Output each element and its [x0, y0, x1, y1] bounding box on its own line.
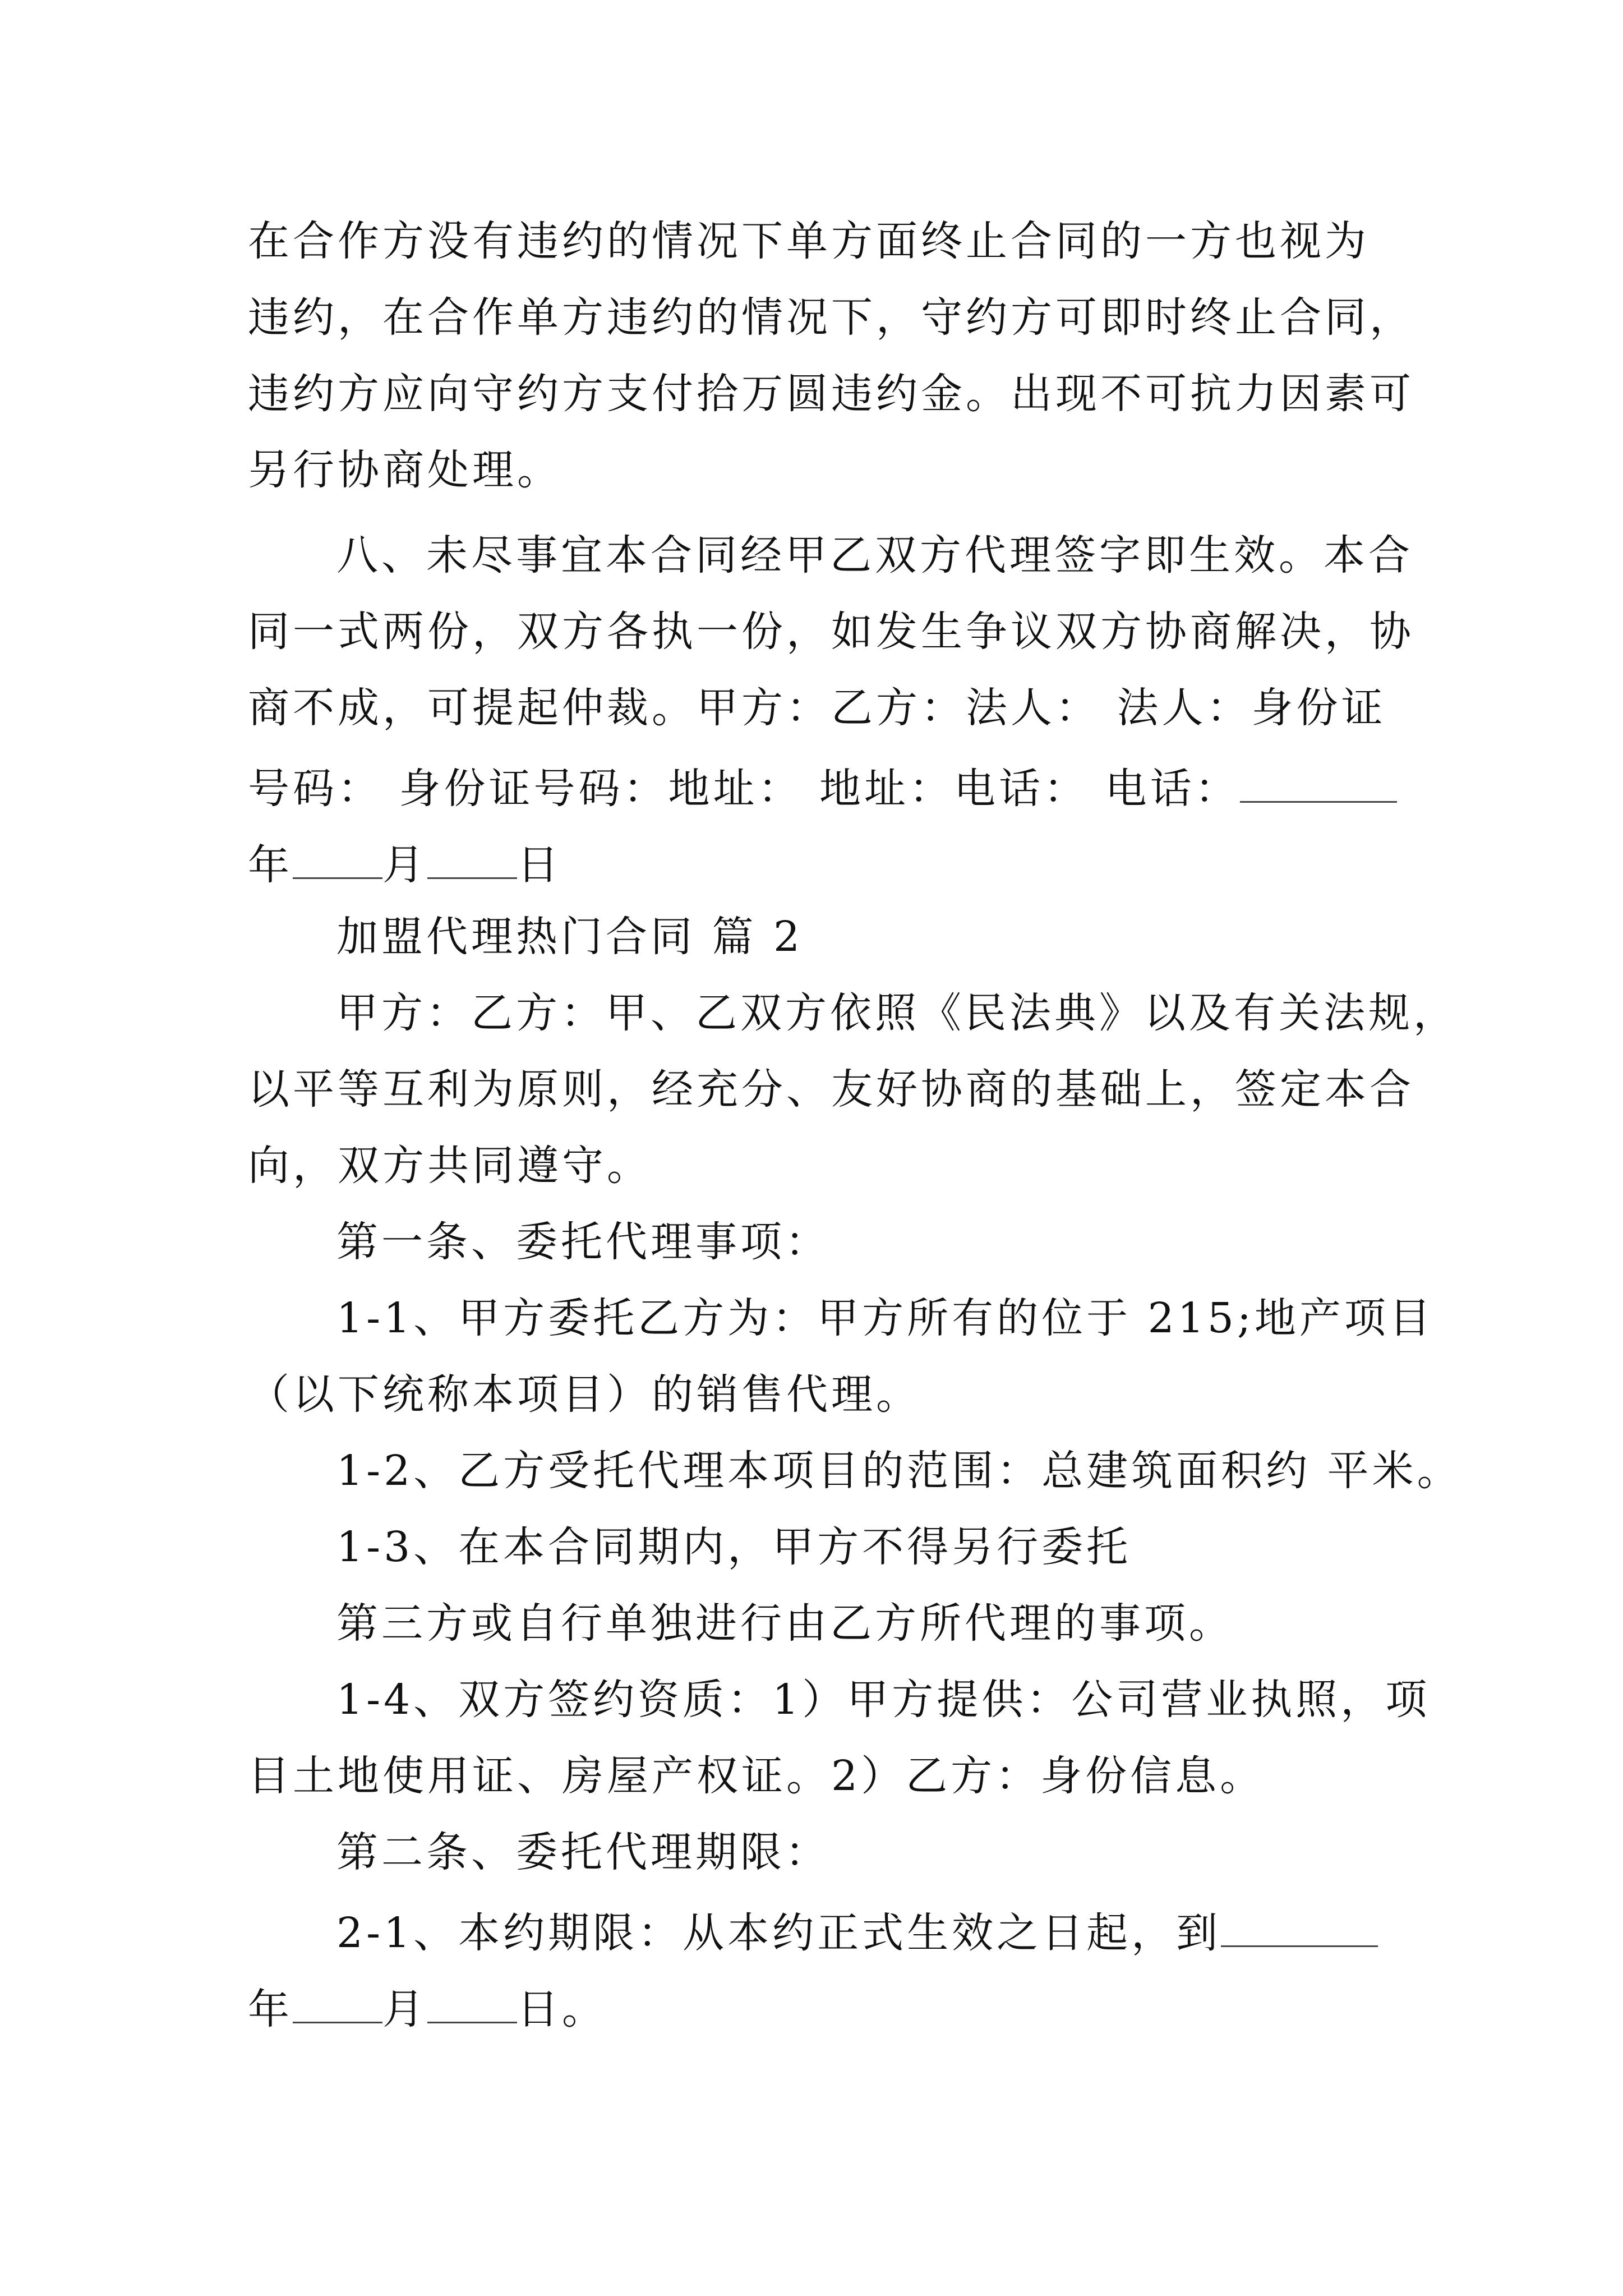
- date-month-label: 月: [382, 841, 427, 889]
- blank-line: [1221, 1889, 1378, 1947]
- text-line: 1-4、双方签约资质：1）甲方提供：公司营业执照，项: [336, 1676, 1431, 1724]
- text-line: [336, 1889, 1378, 1968]
- text-line: 违约，在合作单方违约的情况下，守约方可即时终止合同，: [248, 293, 1414, 342]
- text-line: 同一式两份，双方各执一份，如发生争议双方协商解决，协: [248, 608, 1414, 656]
- text-line: 1-2、乙方受托代理本项目的范围：总建筑面积约 平米。: [336, 1447, 1462, 1495]
- text-line: 第三方或自行单独进行由乙方所代理的事项。: [336, 1599, 1234, 1648]
- text-line: 1-1、甲方委托乙方为：甲方所有的位于 215;地产项目: [336, 1294, 1434, 1342]
- blank-line: [427, 1966, 517, 2023]
- text-line-part: 2-1、本约期限：从本约正式生效之日起，到: [336, 1909, 1221, 1957]
- text-line: 八、未尽事宜本合同经甲乙双方代理签字即生效。本合: [336, 531, 1413, 579]
- blank-line: [427, 821, 517, 879]
- date-year-label: 年: [248, 1985, 293, 2033]
- text-line: （以下统称本项目）的销售代理。: [248, 1370, 921, 1419]
- text-line-part: 号码： 身份证号码：地址： 地址：电话： 电话：: [248, 765, 1240, 813]
- date-month-label: 月: [382, 1985, 427, 2033]
- text-line: [248, 745, 1397, 823]
- text-line: 甲方：乙方：甲、乙双方依照《民法典》以及有关法规，: [336, 989, 1458, 1037]
- text-line: 商不成，可提起仲裁。甲方：乙方：法人： 法人：身份证: [248, 684, 1386, 732]
- clause-heading: 第一条、委托代理事项：: [336, 1218, 830, 1266]
- date-day-label: 日。: [517, 1985, 607, 2033]
- date-day-label: 日: [517, 841, 562, 889]
- text-line: 向，双方共同遵守。: [248, 1142, 652, 1190]
- text-line: 1-3、在本合同期内，甲方不得另行委托: [336, 1523, 1132, 1571]
- date-line: [248, 1966, 607, 2044]
- text-line: 目土地使用证、房屋产权证。2）乙方：身份信息。: [248, 1752, 1265, 1800]
- date-line: [248, 821, 562, 900]
- text-line: 在合作方没有违约的情况下单方面终止合同的一方也视为: [248, 217, 1370, 265]
- text-line: 违约方应向守约方支付拾万圆违约金。出现不可抗力因素可: [248, 370, 1414, 418]
- text-line: 以平等互利为原则，经充分、友好协商的基础上，签定本合: [248, 1065, 1414, 1114]
- clause-heading: 第二条、委托代理期限：: [336, 1828, 830, 1876]
- text-line: 另行协商处理。: [248, 446, 562, 494]
- blank-line: [293, 1966, 382, 2023]
- section-heading: 加盟代理热门合同 篇 2: [336, 913, 804, 961]
- date-year-label: 年: [248, 841, 293, 889]
- blank-line: [293, 821, 382, 879]
- blank-line: [1240, 745, 1397, 803]
